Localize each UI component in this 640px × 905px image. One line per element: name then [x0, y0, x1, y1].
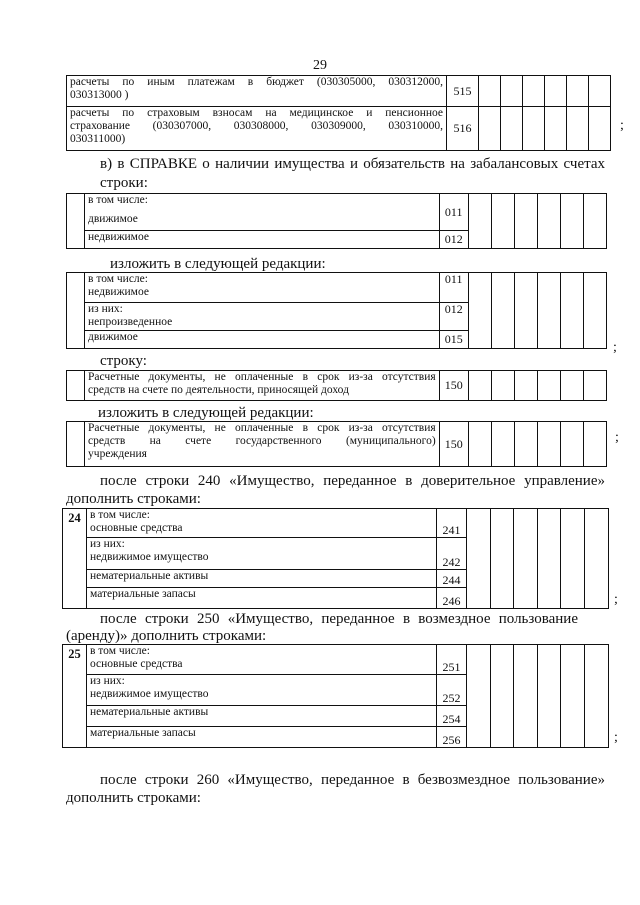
row-text: Расчетные документы, не оплаченные в срок из-за отсутствия средств на счете государственного (муниципального) учреждения	[85, 422, 440, 467]
row-code: 150	[439, 371, 468, 401]
row-code: 515	[447, 76, 479, 107]
row-code: 244	[437, 570, 467, 588]
row-code: 011	[439, 273, 468, 303]
row-text: в том числе: основные средства	[87, 645, 437, 675]
row-text: из них: недвижимое имущество	[87, 675, 437, 706]
table-250	[62, 644, 609, 748]
row-code: 011	[439, 194, 468, 231]
table-row	[63, 645, 609, 675]
table-c1	[66, 370, 607, 401]
row-code: 516	[447, 107, 479, 151]
table-b1	[66, 193, 607, 249]
table-row	[67, 76, 611, 107]
para-250-line1: после строки 250 «Имущество, переданное в возмездное пользование	[100, 611, 578, 627]
para-b-line2: строки:	[100, 175, 148, 191]
row-code: 015	[439, 331, 468, 349]
line-number: 24	[63, 509, 87, 609]
heading-new-edition-2: изложить в следующей редакции:	[98, 405, 314, 421]
row-code: 241	[437, 509, 467, 538]
heading-new-edition-1: изложить в следующей редакции:	[110, 256, 326, 272]
row-code: 256	[437, 727, 467, 748]
row-text: нематериальные активы	[87, 570, 437, 588]
para-250-line2: (аренду)» дополнить строками:	[66, 628, 267, 644]
row-text: Расчетные документы, не оплаченные в срок из-за отсутствия средств на счете по деятельности, приносящей доход	[85, 371, 440, 401]
table-top	[66, 75, 611, 151]
heading-line: строку:	[100, 353, 147, 369]
table-row	[63, 509, 609, 538]
page-number: 29	[313, 58, 327, 73]
semicolon: ;	[614, 730, 618, 745]
row-code: 150	[439, 422, 468, 467]
row-text: нематериальные активы	[87, 706, 437, 727]
para-260-line2: дополнить строками:	[66, 790, 201, 806]
table-b2	[66, 272, 607, 349]
row-text: в том числе: основные средства	[87, 509, 437, 538]
para-240-line1: после строки 240 «Имущество, переданное в доверительное управление»	[100, 473, 605, 489]
para-240-line2: дополнить строками:	[66, 491, 201, 507]
row-code: 251	[437, 645, 467, 675]
table-row	[67, 422, 607, 467]
semicolon: ;	[614, 592, 618, 607]
table-c2	[66, 421, 607, 467]
para-260-line1: после строки 260 «Имущество, переданное в безвозмездное пользование»	[100, 772, 605, 788]
row-text: недвижимое	[85, 231, 440, 249]
row-code: 012	[439, 231, 468, 249]
semicolon: ;	[620, 118, 624, 133]
line-number: 25	[63, 645, 87, 748]
row-text: материальные запасы	[87, 588, 437, 609]
row-text: в том числе: недвижимое	[85, 273, 440, 303]
row-code: 254	[437, 706, 467, 727]
row-text: из них: недвижимое имущество	[87, 538, 437, 570]
semicolon: ;	[613, 340, 617, 355]
row-code: 252	[437, 675, 467, 706]
row-text: расчеты по иным платежам в бюджет (030305000, 030312000, 030313000 )	[67, 76, 447, 107]
row-text: движимое	[85, 331, 440, 349]
row-text: расчеты по страховым взносам на медицинское и пенсионное страхование (030307000, 030308000, 030309000, 030310000, 030311000)	[67, 107, 447, 151]
row-code: 012	[439, 303, 468, 331]
row-code: 246	[437, 588, 467, 609]
table-240	[62, 508, 609, 609]
semicolon: ;	[615, 430, 619, 445]
para-b-line1: в) в СПРАВКЕ о наличии имущества и обязательств на забалансовых счетах	[100, 156, 605, 172]
row-text: из них: непроизведенное	[85, 303, 440, 331]
row-text: в том числе: движимое	[85, 194, 440, 231]
table-row	[67, 273, 607, 303]
row-text: материальные запасы	[87, 727, 437, 748]
table-row	[67, 107, 611, 151]
table-row	[67, 371, 607, 401]
row-code: 242	[437, 538, 467, 570]
table-row	[67, 194, 607, 231]
